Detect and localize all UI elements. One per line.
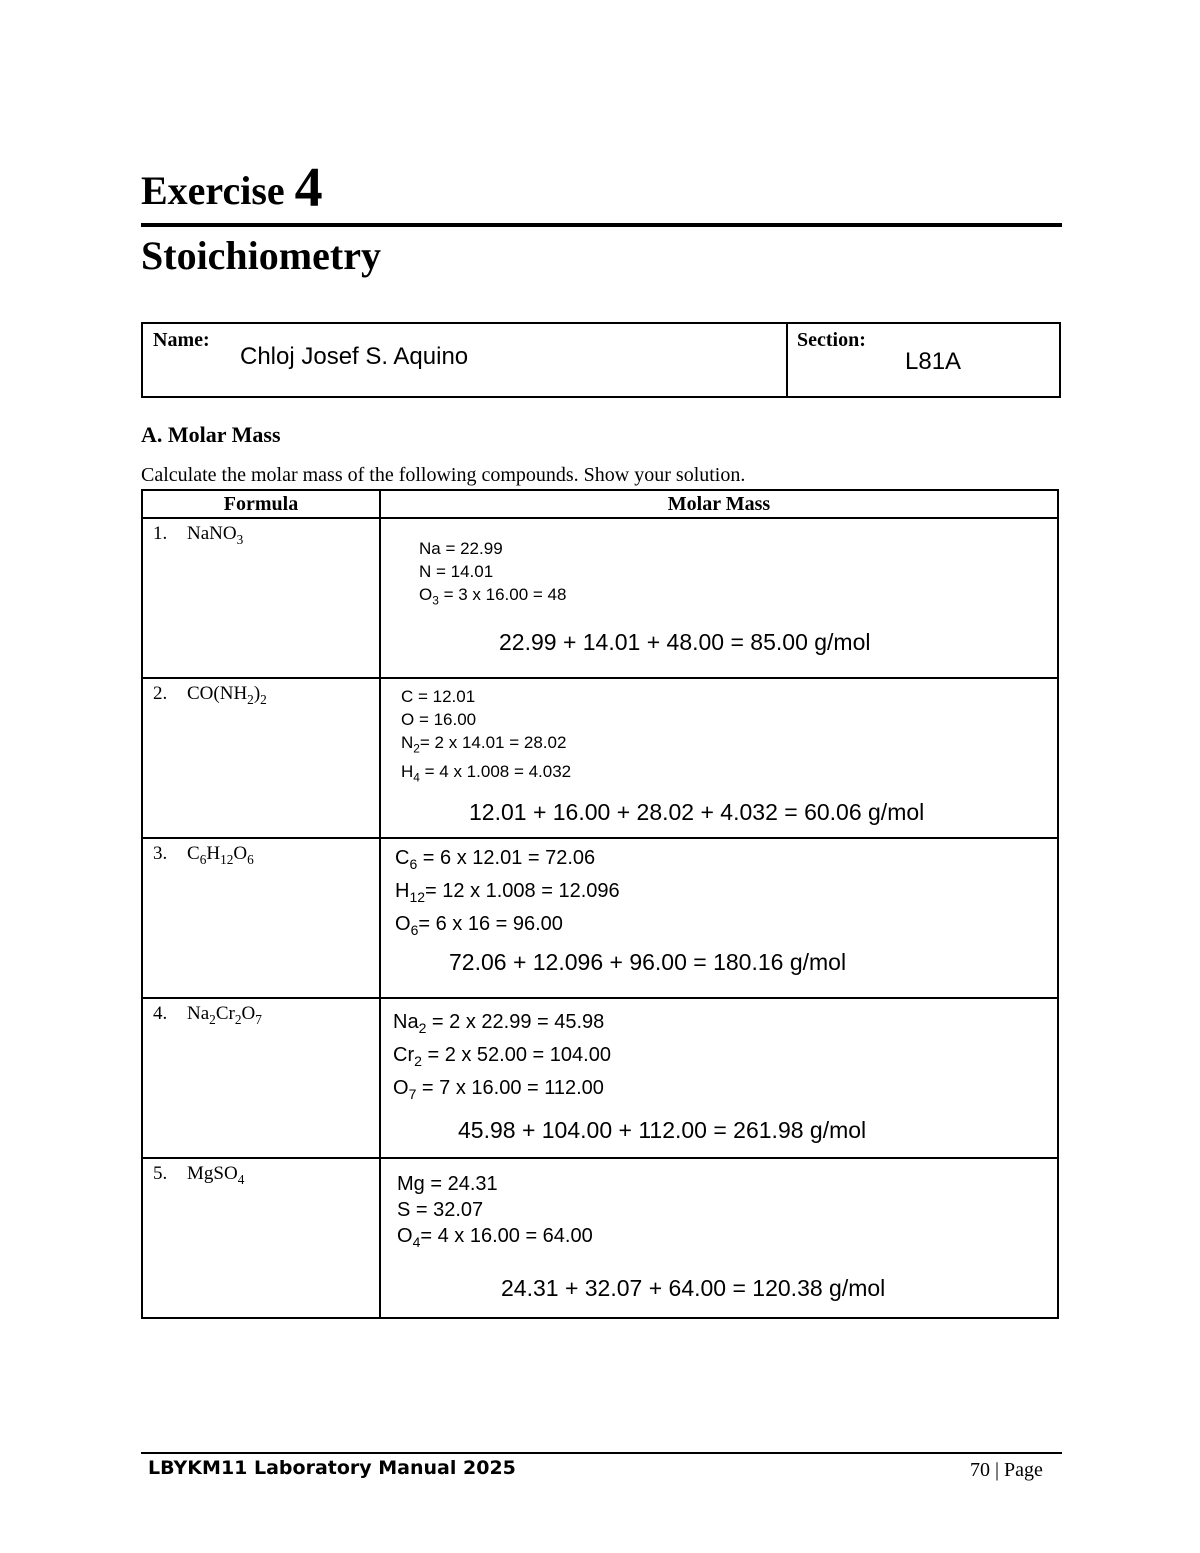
formula-cell (142, 1158, 380, 1318)
table-row (142, 518, 1058, 678)
section-value: L81A (905, 348, 962, 375)
exercise-title (141, 157, 323, 219)
calc-line: $N_2= 2$ x 14.01 = 28.02 (401, 733, 567, 756)
calc-line: $Cr_2 = 2$ x 52.00 = 104.00 (393, 1044, 611, 1069)
formula-text: NaNO$_3$ (187, 523, 244, 547)
section-label: Section: (797, 329, 866, 351)
calc-line: $Na_2 = 2$ x 22.99 = 45.98 (393, 1011, 605, 1036)
solution-cell (380, 998, 1058, 1158)
table-row (142, 678, 1058, 838)
calc-line: $H_{12}= 12$ x 1.008 = 12.096 (395, 880, 620, 905)
calc-line: N = 14.01 (419, 562, 494, 581)
calc-line: $O_6= 6$ x 16 = 96.00 (395, 913, 563, 938)
total-line: 24.31 + 32.07 + 64.00 = 120.38 g/mol (501, 1275, 886, 1301)
info-box (141, 322, 1061, 398)
calc-line: O = 16.00 (401, 710, 477, 729)
row-number: 3. (153, 843, 168, 864)
formula-cell (142, 518, 380, 678)
calc-line: Na = 22.99 (419, 539, 503, 558)
formula-text: $C_6H_{12}O_6$ (187, 843, 254, 867)
total-line: 12.01 + 16.00 + 28.02 + 4.032 = 60.06 g/mol (469, 799, 925, 825)
molar-mass-column-header: Molar Mass (380, 490, 1058, 518)
exercise-word: Exercise (141, 168, 285, 213)
formula-cell (142, 838, 380, 998)
exercise-number: 4 (294, 157, 323, 219)
calc-line: $O_3 = 3$ x 16.00 = 48 (419, 585, 567, 608)
calc-line: $O_7 = 7$ x 16.00 = 112.00 (393, 1077, 604, 1102)
calc-line: C = 12.01 (401, 687, 476, 706)
calc-line: $O_4= 4$ x 16.00 = 64.00 (397, 1225, 593, 1250)
name-label: Name: (153, 329, 210, 351)
section-a-heading: A. Molar Mass (141, 422, 281, 447)
topic-title: Stoichiometry (141, 233, 381, 278)
formula-cell (142, 678, 380, 838)
row-number: 1. (153, 523, 168, 544)
instruction-text: Calculate the molar mass of the following compounds. Show your solution. (141, 464, 746, 486)
row-number: 4. (153, 1003, 168, 1024)
table-row (142, 998, 1058, 1158)
solution-cell (380, 1158, 1058, 1318)
footer-rule (141, 1452, 1062, 1454)
row-number: 2. (153, 683, 168, 704)
total-line: 45.98 + 104.00 + 112.00 = 261.98 g/mol (458, 1117, 867, 1143)
formula-text: MgSO$_4$ (187, 1163, 245, 1187)
calc-line: $C_6 = 6$ x 12.01 = 72.06 (395, 847, 596, 872)
calc-line: S = 32.07 (397, 1199, 484, 1221)
formula-cell (142, 998, 380, 1158)
row-number: 5. (153, 1163, 168, 1184)
title-rule (141, 223, 1062, 227)
solution-cell (380, 678, 1058, 838)
solution-cell (380, 518, 1058, 678)
name-value: Chloj Josef S. Aquino (240, 343, 469, 370)
footer-manual-title: LBYKM11 Laboratory Manual 2025 (148, 1457, 516, 1479)
calc-line: Mg = 24.31 (397, 1173, 498, 1195)
molar-mass-table (141, 489, 1059, 1319)
calc-line: $H_4 = 4$ x 1.008 = 4.032 (401, 762, 572, 785)
footer-page-number: 70 | Page (970, 1459, 1043, 1481)
total-line: 22.99 + 14.01 + 48.00 = 85.00 g/mol (499, 629, 871, 655)
formula-text: $CO(NH_2)_2$ (187, 683, 267, 707)
info-divider (786, 324, 788, 396)
solution-cell (380, 838, 1058, 998)
formula-column-header: Formula (142, 490, 380, 518)
table-row (142, 838, 1058, 998)
formula-text: $Na_2Cr_2O_7$ (187, 1003, 262, 1027)
table-row (142, 1158, 1058, 1318)
total-line: 72.06 + 12.096 + 96.00 = 180.16 g/mol (449, 949, 847, 975)
table-header-row (142, 490, 1058, 518)
